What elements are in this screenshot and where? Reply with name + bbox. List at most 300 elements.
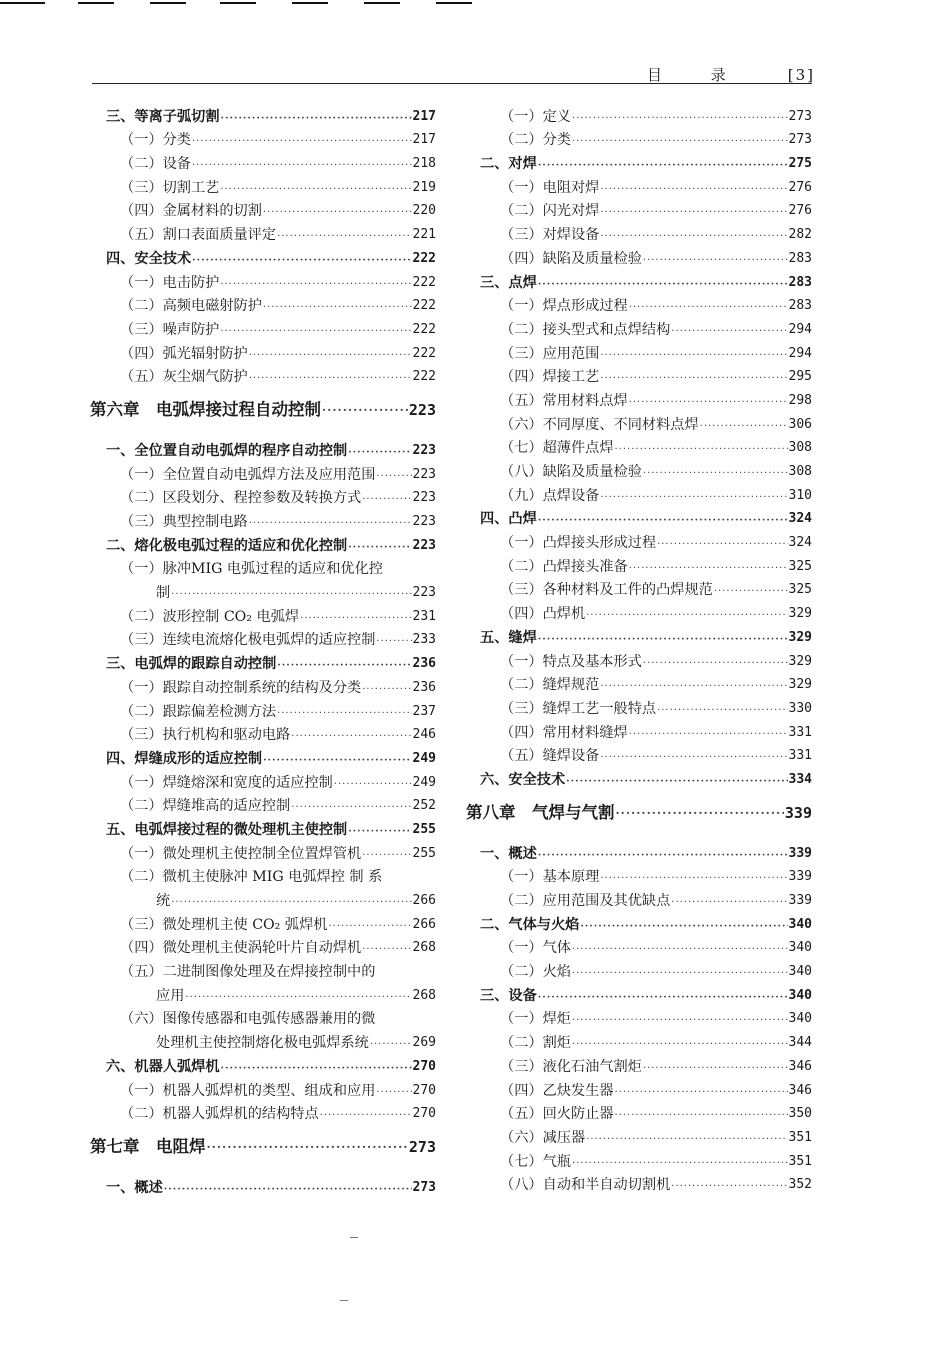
subsection-entry[interactable]: [466, 552, 812, 576]
entry-page-number: 217: [412, 108, 436, 124]
subsection-entry[interactable]: [466, 102, 812, 126]
dot-leader: [600, 349, 787, 363]
entry-label: （五）常用材料点焊: [500, 392, 628, 409]
section-entry[interactable]: [90, 244, 436, 268]
entry-page-number: 306: [788, 416, 812, 432]
dot-leader: [572, 1038, 788, 1052]
entry-label: （七）超薄件点焊: [500, 440, 614, 457]
subsection-entry[interactable]: [90, 315, 436, 339]
entry-page-number: 223: [412, 537, 436, 553]
subsection-entry[interactable]: [90, 957, 436, 981]
entry-page-number: 308: [788, 440, 812, 456]
entry-page-number: 298: [788, 392, 812, 408]
subsection-entry[interactable]: [466, 173, 812, 197]
dot-leader: [572, 1157, 788, 1171]
dot-leader: [322, 403, 408, 417]
entry-label: （一）焊缝熔深和宽度的适应控制: [120, 774, 333, 791]
subsection-entry[interactable]: [466, 742, 812, 766]
entry-label: 二、对焊: [480, 156, 537, 173]
entry-page-number: 294: [788, 321, 812, 337]
toc-right-column: [466, 102, 812, 1194]
entry-label: （六）不同厚度、不同材料点焊: [500, 416, 699, 433]
section-entry[interactable]: [466, 505, 812, 529]
section-entry[interactable]: [466, 981, 812, 1005]
entry-label: （三）微处理机主使 CO₂ 弧焊机: [120, 916, 328, 933]
section-entry[interactable]: [90, 102, 436, 126]
header-rule: [92, 83, 812, 84]
dot-leader: [348, 541, 411, 555]
subsection-entry[interactable]: [466, 1100, 812, 1124]
entry-label: （七）气瓶: [500, 1153, 571, 1170]
entry-label: 应用: [156, 987, 185, 1004]
entry-page-number: 217: [412, 132, 436, 148]
dot-leader: [185, 991, 411, 1005]
dot-leader: [538, 514, 788, 528]
entry-label: 四、凸焊: [480, 511, 537, 528]
dot-leader: [291, 730, 411, 744]
entry-page-number: 340: [788, 987, 812, 1003]
dot-leader: [671, 896, 787, 910]
entry-label: （一）微处理机主使控制全位置焊管机: [120, 845, 362, 862]
section-entry[interactable]: [466, 839, 812, 863]
dot-leader: [277, 707, 411, 721]
subsection-entry[interactable]: [90, 363, 436, 387]
subsection-entry[interactable]: [90, 1100, 436, 1124]
section-entry[interactable]: [90, 815, 436, 839]
entry-continuation[interactable]: [90, 578, 436, 602]
entry-page-number: 222: [412, 274, 436, 290]
entry-label: （一）凸焊接头形成过程: [500, 535, 657, 552]
entry-page-number: 324: [788, 511, 812, 527]
dot-leader: [643, 254, 788, 268]
entry-label: （一）全位置自动电弧焊方法及应用范围: [120, 466, 376, 483]
entry-label: （九）点焊设备: [500, 487, 600, 504]
entry-label: （二）微机主使脉冲 MIG 电弧焊控 制 系: [120, 869, 383, 886]
dot-leader: [277, 230, 411, 244]
dot-leader: [376, 635, 411, 649]
entry-page-number: 218: [412, 156, 436, 172]
entry-page-number: 255: [412, 845, 436, 861]
subsection-entry[interactable]: [466, 126, 812, 150]
subsection-entry[interactable]: [466, 599, 812, 623]
entry-label: （一）机器人弧焊机的类型、组成和应用: [120, 1082, 376, 1099]
entry-label: （四）微处理机主使涡轮叶片自动焊机: [120, 940, 362, 957]
dot-leader: [600, 751, 787, 765]
entry-label: （一）特点及基本形式: [500, 653, 642, 670]
dot-leader: [291, 801, 411, 815]
entry-label: 三、点焊: [480, 274, 537, 291]
dot-leader: [249, 349, 412, 363]
entry-label: （三）液化石油气割炬: [500, 1058, 642, 1075]
entry-label: 第六章 电弧焊接过程自动控制: [90, 400, 321, 420]
subsection-entry[interactable]: [90, 339, 436, 363]
entry-page-number: 223: [412, 466, 436, 482]
entry-page-number: 295: [788, 369, 812, 385]
dot-leader: [171, 896, 411, 910]
entry-label: （二）区段划分、程控参数及转换方式: [120, 490, 362, 507]
entry-label: （三）连续电流熔化极电弧焊的适应控制: [120, 632, 376, 649]
entry-page-number: 246: [412, 727, 436, 743]
dot-leader: [334, 778, 412, 792]
entry-page-number: 329: [788, 677, 812, 693]
entry-label: 三、等离子弧切割: [106, 108, 220, 125]
dot-leader: [538, 633, 788, 647]
subsection-entry[interactable]: [90, 292, 436, 316]
dot-leader: [671, 1180, 787, 1194]
entry-label: 三、电弧焊的跟踪自动控制: [106, 656, 277, 673]
chapter-entry[interactable]: [466, 793, 812, 833]
subsection-entry[interactable]: [466, 292, 812, 316]
dot-leader: [348, 825, 411, 839]
entry-label: （三）典型控制电路: [120, 514, 248, 530]
dot-leader: [616, 806, 784, 820]
entry-label: （三）执行机构和驱动电路: [120, 727, 291, 744]
entry-page-number: 252: [412, 798, 436, 814]
scan-marks: [0, 0, 950, 10]
subsection-entry[interactable]: [466, 315, 812, 339]
entry-label: （一）电阻对焊: [500, 179, 600, 196]
subsection-entry[interactable]: [466, 1123, 812, 1147]
subsection-entry[interactable]: [90, 484, 436, 508]
entry-page-number: 276: [788, 203, 812, 219]
subsection-entry[interactable]: [90, 1005, 436, 1029]
subsection-entry[interactable]: [466, 363, 812, 387]
entry-label: （一）电击防护: [120, 274, 220, 291]
subsection-entry[interactable]: [90, 792, 436, 816]
subsection-entry[interactable]: [466, 718, 812, 742]
subsection-entry[interactable]: [466, 1005, 812, 1029]
dot-leader: [376, 470, 411, 484]
subsection-entry[interactable]: [466, 1052, 812, 1076]
entry-label: （四）弧光辐射防护: [120, 345, 248, 362]
entry-label: （二）接头型式和点焊结构: [500, 321, 671, 338]
entry-continuation[interactable]: [90, 981, 436, 1005]
entry-label: （二）跟踪偏差检测方法: [120, 703, 277, 720]
dot-leader: [580, 920, 787, 934]
subsection-entry[interactable]: [466, 244, 812, 268]
entry-page-number: 339: [788, 893, 812, 908]
entry-page-number: 352: [788, 1177, 812, 1193]
dot-leader: [600, 183, 787, 197]
subsection-entry[interactable]: [90, 173, 436, 197]
entry-page-number: 273: [412, 1179, 436, 1195]
dot-leader: [600, 491, 787, 505]
subsection-entry[interactable]: [466, 671, 812, 695]
dot-leader: [362, 493, 411, 507]
entry-page-number: 351: [788, 1129, 812, 1145]
entry-label: （三）各种材料及工件的凸焊规范: [500, 582, 713, 599]
entry-page-number: 329: [788, 606, 812, 622]
subsection-entry[interactable]: [466, 576, 812, 600]
dot-leader: [629, 728, 788, 742]
dot-leader: [221, 112, 412, 126]
entry-page-number: 273: [788, 108, 812, 124]
entry-page-number: 334: [788, 771, 812, 787]
entry-label: （三）对焊设备: [500, 227, 600, 244]
subsection-entry[interactable]: [90, 220, 436, 244]
entry-label: （五）二进制图像处理及在焊接控制中的: [120, 964, 376, 981]
page-number: [3]: [787, 66, 815, 84]
entry-page-number: 325: [788, 558, 812, 574]
entry-page-number: 283: [788, 274, 812, 290]
section-entry[interactable]: [466, 623, 812, 647]
entry-page-number: 231: [412, 608, 436, 624]
entry-label: 第八章 气焊与气割: [466, 802, 615, 822]
dot-leader: [192, 159, 412, 173]
entry-page-number: 255: [412, 821, 436, 837]
subsection-entry[interactable]: [90, 626, 436, 650]
subsection-entry[interactable]: [90, 934, 436, 958]
dot-leader: [164, 1183, 412, 1197]
chapter-entry[interactable]: [90, 390, 436, 430]
dot-leader: [600, 680, 787, 694]
entry-label: （二）割炬: [500, 1035, 571, 1052]
entry-page-number: 220: [412, 203, 436, 219]
entry-label: 四、安全技术: [106, 250, 192, 267]
dot-leader: [615, 443, 788, 457]
entry-page-number: 330: [788, 700, 812, 716]
entry-page-number: 339: [788, 869, 812, 885]
entry-label: 三、设备: [480, 987, 537, 1004]
entry-page-number: 268: [412, 940, 436, 956]
entry-label: （三）切割工艺: [120, 179, 220, 196]
subsection-entry[interactable]: [466, 197, 812, 221]
subsection-entry[interactable]: [466, 886, 812, 910]
entry-page-number: 237: [412, 703, 436, 719]
entry-page-number: 329: [788, 653, 812, 669]
dot-leader: [207, 1140, 408, 1154]
entry-label: （一）分类: [120, 132, 191, 149]
entry-label: 五、电弧焊接过程的微处理机主使控制: [106, 821, 348, 838]
subsection-entry[interactable]: [466, 863, 812, 887]
entry-label: （六）减压器: [500, 1129, 586, 1146]
entry-page-number: 223: [412, 514, 436, 529]
subsection-entry[interactable]: [90, 721, 436, 745]
entry-label: （一）定义: [500, 108, 571, 125]
subsection-entry[interactable]: [466, 694, 812, 718]
subsection-entry[interactable]: [466, 339, 812, 363]
entry-page-number: 233: [412, 632, 436, 648]
dot-leader: [615, 1109, 788, 1123]
entry-page-number: 222: [412, 321, 436, 337]
subsection-entry[interactable]: [90, 149, 436, 173]
entry-label: 二、气体与火焰: [480, 916, 580, 933]
subsection-entry[interactable]: [466, 528, 812, 552]
entry-page-number: 294: [788, 345, 812, 361]
subsection-entry[interactable]: [466, 957, 812, 981]
dot-leader: [249, 372, 412, 386]
entry-label: （二）机器人弧焊机的结构特点: [120, 1106, 319, 1123]
entry-page-number: 266: [412, 916, 436, 932]
entry-page-number: 268: [412, 987, 436, 1003]
entry-page-number: 221: [412, 227, 436, 243]
subsection-entry[interactable]: [466, 1076, 812, 1100]
entry-page-number: 350: [788, 1106, 812, 1122]
entry-page-number: 249: [412, 774, 436, 790]
entry-label: （二）凸焊接头准备: [500, 558, 628, 575]
dot-leader: [538, 849, 788, 863]
dot-leader: [249, 517, 412, 531]
entry-label: （一）脉冲MIG 电弧过程的适应和优化控: [120, 561, 383, 578]
entry-page-number: 219: [412, 179, 436, 195]
dot-leader: [600, 230, 787, 244]
entry-page-number: 324: [788, 535, 812, 551]
subsection-entry[interactable]: [466, 481, 812, 505]
section-entry[interactable]: [466, 765, 812, 789]
subsection-entry[interactable]: [90, 460, 436, 484]
entry-page-number: 329: [788, 629, 812, 645]
entry-label: （二）缝焊规范: [500, 677, 600, 694]
section-entry[interactable]: [466, 910, 812, 934]
entry-label: （四）焊接工艺: [500, 369, 600, 386]
section-entry[interactable]: [90, 1052, 436, 1076]
entry-page-number: 331: [788, 724, 812, 740]
entry-page-number: 283: [788, 250, 812, 266]
entry-page-number: 340: [788, 1011, 812, 1027]
dot-leader: [538, 159, 788, 173]
chapter-entry[interactable]: [90, 1127, 436, 1167]
subsection-entry[interactable]: [90, 863, 436, 887]
subsection-entry[interactable]: [466, 457, 812, 481]
entry-label: 六、安全技术: [480, 771, 566, 788]
entry-page-number: 346: [788, 1058, 812, 1074]
entry-label: （三）缝焊工艺一般特点: [500, 700, 657, 717]
entry-page-number: 222: [412, 298, 436, 314]
entry-label: 制: [156, 585, 171, 602]
section-entry[interactable]: [90, 436, 436, 460]
subsection-entry[interactable]: [90, 268, 436, 292]
dot-leader: [328, 920, 411, 934]
dot-leader: [714, 585, 788, 599]
dot-leader: [643, 657, 788, 671]
entry-label: （二）分类: [500, 132, 571, 149]
subsection-entry[interactable]: [90, 602, 436, 626]
subsection-entry[interactable]: [466, 1171, 812, 1195]
dot-leader: [600, 872, 787, 886]
subsection-entry[interactable]: [90, 197, 436, 221]
dot-leader: [629, 562, 788, 576]
dot-leader: [700, 420, 788, 434]
entry-page-number: 351: [788, 1153, 812, 1169]
running-head: [647, 64, 815, 85]
entry-label: （四）凸焊机: [500, 606, 586, 623]
subsection-entry[interactable]: [466, 1028, 812, 1052]
section-entry[interactable]: [90, 649, 436, 673]
section-entry[interactable]: [466, 268, 812, 292]
section-entry[interactable]: [90, 744, 436, 768]
dot-leader: [362, 849, 411, 863]
entry-page-number: 331: [788, 748, 812, 764]
section-entry[interactable]: [90, 1173, 436, 1197]
dot-leader: [615, 1086, 788, 1100]
subsection-entry[interactable]: [90, 126, 436, 150]
entry-page-number: 339: [788, 845, 812, 861]
running-head-title: 目 录: [646, 66, 748, 84]
subsection-entry[interactable]: [90, 839, 436, 863]
entry-page-number: 223: [412, 490, 436, 506]
dot-leader: [572, 943, 788, 957]
entry-label: （五）割口表面质量评定: [120, 227, 277, 244]
entry-label: 第七章 电阻焊: [90, 1137, 206, 1157]
subsection-entry[interactable]: [466, 386, 812, 410]
subsection-entry[interactable]: [466, 434, 812, 458]
entry-page-number: 223: [412, 442, 436, 458]
subsection-entry[interactable]: [466, 1147, 812, 1171]
entry-label: （八）缺陷及质量检验: [500, 464, 642, 480]
dot-leader: [600, 372, 787, 386]
section-entry[interactable]: [90, 531, 436, 555]
entry-label: （八）自动和半自动切割机: [500, 1177, 671, 1194]
entry-page-number: 236: [412, 679, 436, 695]
subsection-entry[interactable]: [466, 410, 812, 434]
subsection-entry[interactable]: [90, 673, 436, 697]
entry-label: （四）乙炔发生器: [500, 1082, 614, 1099]
entry-page-number: 340: [788, 964, 812, 980]
subsection-entry[interactable]: [466, 647, 812, 671]
entry-label: （五）回火防止器: [500, 1106, 614, 1123]
entry-label: 二、熔化极电弧过程的适应和优化控制: [106, 537, 348, 554]
entry-page-number: 339: [784, 803, 812, 822]
entry-page-number: 340: [788, 916, 812, 932]
entry-continuation[interactable]: [90, 886, 436, 910]
dot-leader: [566, 775, 787, 789]
dot-leader: [192, 254, 411, 268]
entry-page-number: 249: [412, 750, 436, 766]
entry-page-number: 273: [788, 132, 812, 148]
entry-label: 五、缝焊: [480, 629, 537, 646]
dot-leader: [572, 135, 788, 149]
dot-leader: [538, 991, 788, 1005]
entry-label: （二）闪光对焊: [500, 203, 600, 220]
subsection-entry[interactable]: [90, 555, 436, 579]
entry-page-number: 223: [412, 585, 436, 601]
dot-leader: [263, 206, 412, 220]
entry-label: （一）焊点形成过程: [500, 298, 628, 315]
dot-leader: [263, 301, 412, 315]
dot-leader: [572, 1014, 788, 1028]
entry-page-number: 270: [412, 1058, 436, 1074]
dot-leader: [600, 206, 787, 220]
entry-page-number: 344: [788, 1035, 812, 1051]
dot-leader: [263, 754, 411, 768]
entry-page-number: 270: [412, 1082, 436, 1098]
dot-leader: [572, 967, 788, 981]
dot-leader: [220, 183, 411, 197]
entry-label: （二）应用范围及其优缺点: [500, 893, 671, 909]
dot-leader: [376, 1086, 411, 1100]
entry-label: （五）灰尘烟气防护: [120, 369, 248, 386]
dot-leader: [221, 1062, 412, 1076]
entry-label: 一、概述: [480, 845, 537, 862]
subsection-entry[interactable]: [90, 1076, 436, 1100]
entry-label: （五）缝焊设备: [500, 748, 600, 765]
entry-page-number: 222: [412, 369, 436, 385]
subsection-entry[interactable]: [466, 220, 812, 244]
dot-leader: [192, 135, 412, 149]
entry-label: 处理机主使控制熔化极电弧焊系统: [156, 1035, 369, 1052]
entry-label: 统: [156, 893, 171, 909]
section-entry[interactable]: [466, 149, 812, 173]
entry-continuation[interactable]: [90, 1028, 436, 1052]
subsection-entry[interactable]: [90, 910, 436, 934]
subsection-entry[interactable]: [90, 768, 436, 792]
entry-label: （一）跟踪自动控制系统的结构及分类: [120, 679, 362, 696]
subsection-entry[interactable]: [90, 697, 436, 721]
entry-page-number: 346: [788, 1082, 812, 1098]
subsection-entry[interactable]: [466, 934, 812, 958]
subsection-entry[interactable]: [90, 507, 436, 531]
dot-leader: [657, 704, 787, 718]
